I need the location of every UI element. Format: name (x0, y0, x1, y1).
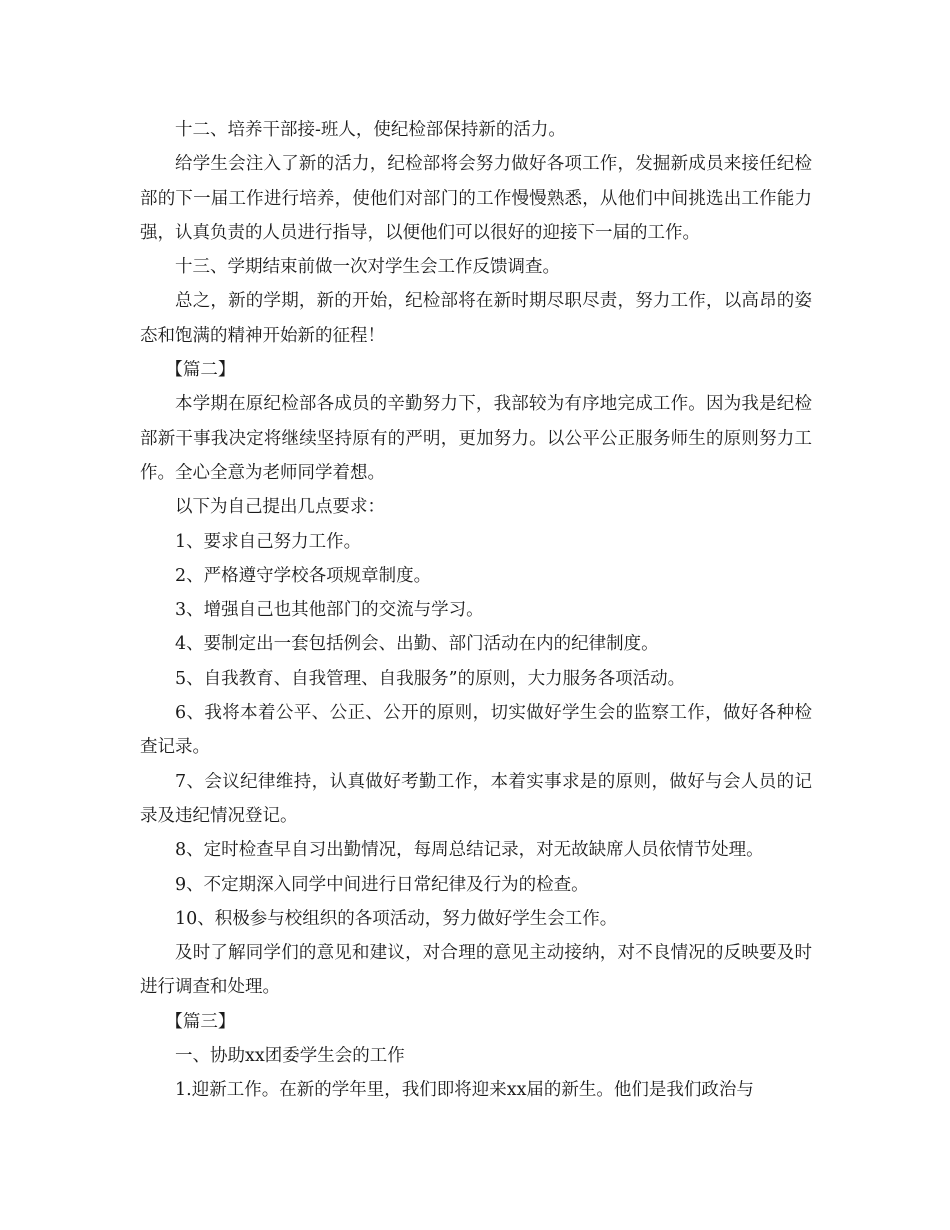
paragraph-welcome-work: 1.迎新工作。在新的学年里，我们即将迎来xx届的新生。他们是我们政治与 (175, 1080, 754, 1101)
paragraph-conclusion: 总之，新的学期，新的开始，纪检部将在新时期尽职尽责，努力工作，以高昂的姿态和饱满的精神开始新的征程！ (140, 291, 812, 346)
section-heading-part-two: 【篇二】 (165, 360, 236, 381)
list-item-3: 3、增强自己也其他部门的交流与学习。 (175, 600, 484, 621)
list-item-7: 7、会议纪律维持，认真做好考勤工作，本着实事求是的原则，做好与会人员的记录及违纪情况登记。 (140, 771, 812, 826)
paragraph-item-12: 十二、培养干部接-班人，使纪检部保持新的活力。 (175, 120, 566, 140)
paragraph-intro-part-two: 本学期在原纪检部各成员的辛勤努力下，我部较为有序地完成工作。因为我是纪检部新干事我决定将继续坚持原有的严明，更加努力。以公平公正服务师生的原则努力工作。全心全意为老师同学着想。 (140, 394, 812, 483)
paragraph-new-vitality: 给学生会注入了新的活力，纪检部将会努力做好各项工作，发掘新成员来接任纪检部的下一届工作进行培养，使他们对部门的工作慢慢熟悉，从他们中间挑选出工作能力强，认真负责的人员进行指导，以便他们可以很好的迎接下一届的工作。 (140, 154, 812, 243)
list-item-1: 1、要求自己努力工作。 (175, 531, 362, 552)
list-item-9: 9、不定期深入同学中间进行日常纪律及行为的检查。 (175, 874, 589, 895)
document-page (140, 113, 812, 1108)
paragraph-subheading-one: 一、协助xx团委学生会的工作 (175, 1046, 405, 1067)
list-item-10: 10、积极参与校组织的各项活动，努力做好学生会工作。 (175, 908, 618, 929)
paragraph-feedback: 及时了解同学们的意见和建议，对合理的意见主动接纳，对不良情况的反映要及时进行调查和处理。 (140, 943, 812, 998)
paragraph-item-13: 十三、学期结束前做一次对学生会工作反馈调查。 (175, 257, 560, 278)
list-item-8: 8、定时检查早自习出勤情况，每周总结记录，对无故缺席人员依情节处理。 (175, 840, 764, 861)
list-item-5: 5、自我教育、自我管理、自我服务”的原则，大力服务各项活动。 (175, 668, 686, 689)
list-item-4: 4、要制定出一套包括例会、出勤、部门活动在内的纪律制度。 (175, 634, 659, 655)
list-item-2: 2、严格遵守学校各项规章制度。 (175, 565, 432, 586)
list-item-6: 6、我将本着公平、公正、公开的原则，切实做好学生会的监察工作，做好各种检查记录。 (140, 703, 812, 758)
section-heading-part-three: 【篇三】 (165, 1011, 236, 1032)
paragraph-requirements-lead: 以下为自己提出几点要求： (175, 497, 385, 518)
